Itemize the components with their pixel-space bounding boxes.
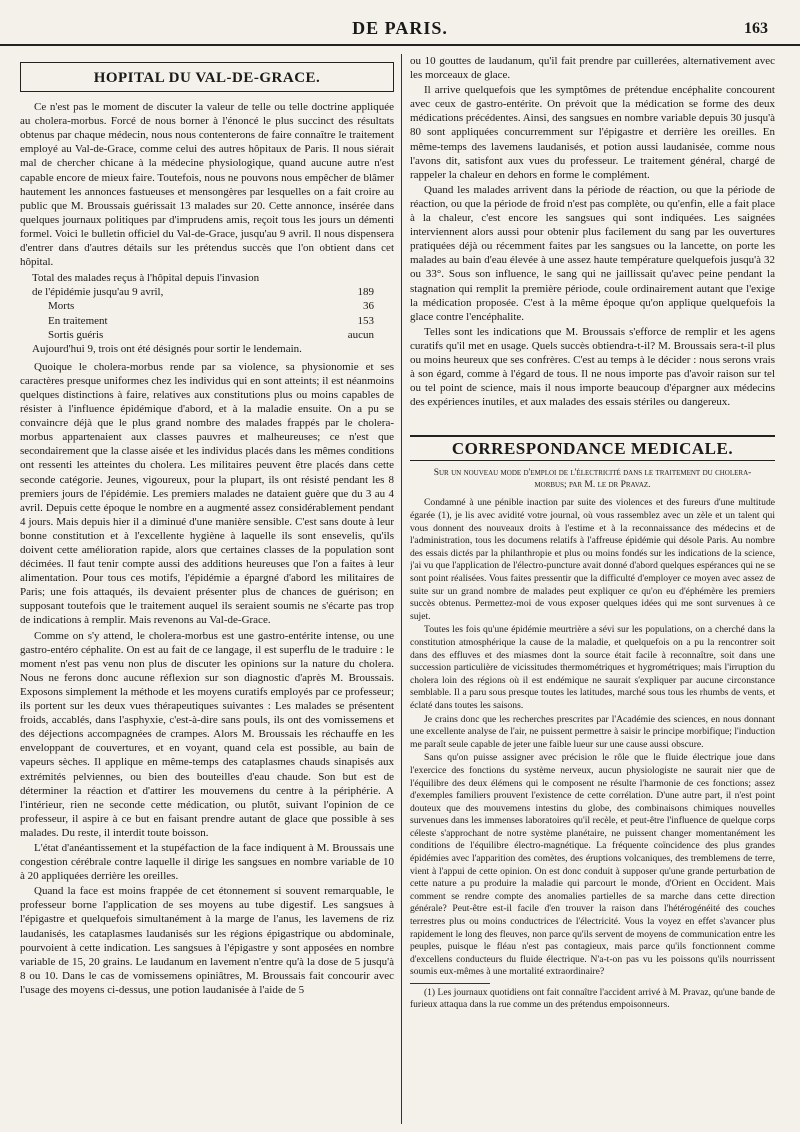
stat-value: aucun xyxy=(347,328,374,341)
stat-row xyxy=(20,271,394,285)
paragraph: L'état d'anéantissement et la stupéfaction de la face indiquent à M. Broussais une congestion cérébrale contre laquelle il dirige les sangsues en nombre variable de 10 à 20 appliquées derrière les oreilles. xyxy=(20,841,394,883)
right-column xyxy=(410,54,775,1129)
stat-label: de l'épidémie jusqu'au 9 avril, xyxy=(32,286,164,299)
paragraph: Quand la face est moins frappée de cet étonnement si souvent remarquable, le professeur borne l'application de ses moyens au tube digestif. Les sangsues à l'épigastre et quelquefois simultanément à la marge de l'anus, les lavemens de riz laudanisés, les cataplasmes laudanisés sur les régions épigastrique ou abdominale, pourvoient à cette indication. Les sangsues à l'épigastre y sont apposées en nombre variable de 15, 20 grains. Le laudanum en lavement n'entre qu'à la dose de 5 jusqu'à 8 ou 10. Dans le cas de vomissemens opiniâtres, M. Broussais fait concourir avec l'usage des moyens ci-dessus, une potion laudanisée à l'aide de 5 xyxy=(20,885,394,996)
paragraph: Je crains donc que les recherches prescrites par l'Académie des sciences, en nous donnant une excellente analyse de l'air, ne puissent permettre à saisir le principe morbifique; l'induction me paraît seule capable de jeter une faible lueur sur une cause aussi obscure. xyxy=(410,713,775,750)
stat-row xyxy=(20,314,394,328)
stat-value: 36 xyxy=(363,300,374,313)
paragraph: Toutes les fois qu'une épidémie meurtrière a sévi sur les populations, on a cherché dans la constitution atmosphérique la cause de la maladie, et quelquefois on a pu la rencontrer soit dans des effluves et des miasmes dont la source était facile à reconnaître, soit dans une succession particulière de vicissitudes thermométriques et hygrométriques; mais l'irruption du cholera loin des régions où il est endémique ne saurait s'expliquer par aucune circonstance semblable. Il a paru sous presque toutes les latitudes, marché sous tous les rhumbs de vents, et éclaté dans toutes les saisons. xyxy=(410,624,775,711)
footnote-rule xyxy=(410,983,490,984)
stat-row xyxy=(20,342,394,356)
paragraph: Condamné à une pénible inaction par suite des violences et des fureurs d'une multitude égarée (1), je lis avec avidité votre journal, où vous rassemblez avec un zèle et un talent qui vous donnent des nouveaux droits à l'estime et à la reconnaissance des médecins et de l'administration, tous les documens relatifs à l'affreuse épidémie qui désole Paris. Au nombre des essais dictés par la philanthropie et plus ou moins fondés sur les indications de la science, j'ai vu que l'application de l'électro-puncture avait donné d'abord quelques espérances qui ne se sont point réalisées. Vous faites pressentir que la difficulté d'employer ce moyen avec assez de suite sur un grand nombre de malades peut expliquer ce qu'on eu d'éphémère les premiers succès obtenus. Permettez-moi de vous exposer quelques idées qui me sont survenues à ce sujet. xyxy=(410,497,775,622)
stat-label: Sortis guéris xyxy=(48,328,104,341)
stat-value: 153 xyxy=(357,314,374,327)
page-number: 163 xyxy=(744,20,768,37)
stat-row xyxy=(20,299,394,313)
left-column xyxy=(20,54,394,1129)
article-subtitle: Sur un nouveau mode d'emploi de l'électricité dans le traitement du cholera-morbus; par M. le dr Pravaz. xyxy=(433,468,752,491)
column-divider xyxy=(401,54,402,1124)
footnote: (1) Les journaux quotidiens ont fait connaître l'accident arrivé à M. Pravaz, qu'une bande de furieux attaqua dans la rue comme un des prétendus empoisonneurs. xyxy=(410,988,775,1010)
paragraph: Quand les malades arrivent dans la période de réaction, ou que la période de réaction, ou que la période de froid n'est pas complète, ou qu'enfin, elle a fait place à la chaleur, c'est encore les sangsues qui sont indiquées. Les saignées interviennent alors aussi pour obtenir plus facilement du sang par les ouvertures pratiquées déjà ou récemment faites par les sangsues ou la lancette, on porte les malades au bain d'eau élevée à une assez haute température quelquefois jusqu'à 32 ou 33°. Sous son influence, le sang qui ne jaillissait qu'avec peine pendant la stagnation qui remplit la première période, coule ordinairement autant que l'exige la médication proposée. C'est à la même époque qu'on applique quelquefois la glace contre l'encéphalite. xyxy=(410,183,775,323)
stat-label: En traitement xyxy=(48,314,108,327)
paragraph: Ce n'est pas le moment de discuter la valeur de telle ou telle doctrine appliquée au cholera-morbus. Forcé de nous borner à l'énoncé le plus succinct des résultats obtenus par chaque médecin, nous nous contenterons de faire connaître le traitement employé au Val-de-Grace, comme celui des autres hôpitaux de Paris. Il nous siérait mal de chercher chicane à la médecine physiologique, quand aucune autre n'est capable encore de mieux faire. Toutefois, nous ne pouvons nous empêcher de blâmer hautement les annonces fastueuses et mensongères par lesquelles on a fait croire au public que M. Broussais guérissait 13 malades sur 20. Cette annonce, insérée dans quelques journaux politiques par d'imprudens amis, reçoit tous les jours un démenti formel. Voici le bulletin officiel du Val-de-Grace, jusqu'au 9 avril. Il nous dispensera d'entrer dans d'autres détails sur les prétendus succès que l'on obtient dans cet hôpital. xyxy=(20,101,394,269)
running-head xyxy=(0,8,800,46)
paragraph: Telles sont les indications que M. Broussais s'efforce de remplir et les agens curatifs qu'il met en usage. Quels succès obtiendra-t-il? M. Broussais sera-t-il plus ou moins heureux que ses confrères. C'est au temps à le décider : nous serons vrais à son égard, comme à l'égard de tous. Il ne nous importe pas d'avoir raison sur tel ou tel point de science, mais il nous importe beaucoup d'épargner aux médecins des expériences inutiles, et aux malades des essais stériles ou dangereux. xyxy=(410,325,775,409)
stat-label: Total des malades reçus à l'hôpital depuis l'invasion xyxy=(32,272,260,285)
correspondance-body xyxy=(410,497,775,979)
paragraph: Quoique le cholera-morbus rende par sa violence, sa physionomie et ses caractères presque uniformes chez les individus qui en sont atteints; il est néanmoins quelques distinctions à faire, relatives aux constitutions plus ou moins capables de résister à l'influence épidémique d'abord, et à la maladie ensuite. On a pu se convaincre déjà que le plus grand nombre des malades frappés par le cholera-morbus appartenaient aux classes pauvres et malheureuses; ce n'est que secondairement que la classe aisée et les individus placés dans les mêmes conditions ont ressenti les atteintes du cholera. Les militaires peuvent être placés dans cette seconde catégorie. Jeunes, vigoureux, pour la plupart, ils ont résisté pendant les 8 premiers jours de l'épidémie. Les premiers malades ne dataient guère que du 3 au 4 avril. Depuis cette époque le nombre en a augmenté assez considérablement pendant 4 jours. Mais depuis hier il a diminué d'une manière sensible. C'est sans doute à leur bonne constitution et à l'excellente hygiène à laquelle ils sont ensevelis, qu'ils doivent cette amélioration rapide, alors que certaines classes de la population sont décimées. Il faut tenir compte aussi des additions heureuses que l'on a faites à leur alimentation. Pour tous ces motifs, l'épidémie a épargné d'abord les militaires de Paris; une fois attaqués, ils devaient présenter plus de chances de guérison; en supposant toutefois que le traitement auquel ils seraient soumis ne s'écarte pas trop de indications à remplir. Mais revenons au Val-de-Grace. xyxy=(20,360,394,627)
paragraph: Il arrive quelquefois que les symptômes de prétendue encéphalite concourent avec ceux de gastro-entérite. On prévoit que la médication se forme des deux médications précédentes. Ainsi, des sangsues en nombre variable depuis 30 jusqu'à 80 sont appliquées concurremment sur l'épigastre et derrière les oreilles. En même-temps des lavemens laudanisés, et potion aussi laudanisée, comme nous l'avons dit, satisfont aux vues du professeur. Le traitement général, chargé de rappeler la chaleur en dehors en forme le complément. xyxy=(410,84,775,181)
section-heading-val-de-grace: HOPITAL DU VAL-DE-GRACE. xyxy=(20,62,394,92)
stat-row xyxy=(20,328,394,342)
stat-row xyxy=(20,285,394,299)
hospital-bulletin xyxy=(20,271,394,356)
paragraph: Sans qu'on puisse assigner avec précision le rôle que le fluide électrique joue dans l'exercice des fonctions du système nerveux, aucun physiologiste ne saurait nier que de l'équilibre des deux élémens qui le composent ne résulte l'harmonie de ces fonctions; assez d'exemples familiers prouvent l'existence de cette corrélation. D'une autre part, il n'est point douteux que des mouvemens intestins du globe, des combinaisons chimiques nouvelles survenues dans les immenses laboratoires qu'il recèle, et peut-être l'influence de quelque corps céleste s'approchant de notre système planétaire, ne puissent changer momentanément les conditions de l'équilibre électro-magnétique. La fréquente coïncidence des plus grandes épidémies avec l'apparition des comètes, des éruptions volcaniques, des tremblemens de terre, vient à l'appui de cette opinion. On est donc conduit à supposer qu'une grande perturbation de cette nature a pu produire la maladie qui parcourt le monde, d'Orient en Occident. Mais comment se rendre compte des anomalies partielles de sa marche dans cette direction générale? Peut-être est-il facile d'en trouver la raison dans l'hétérogénéité des couches terrestres plus ou moins conductrices de l'électricité. Vous la voyez en effet s'avancer plus rapidement le long des fleuves, non parce qu'ils servent de moyens de communication entre les peuples, puisque le fléau n'est pas contagieux, mais parce qu'ils fonctionnent comme d'excellens conducteurs du fluide électrique. N'a-t-on pas vu les poissons qu'ils nourrissent soumis eux-mêmes à une mortalité extraordinaire? xyxy=(410,752,775,978)
stat-value: 189 xyxy=(357,286,374,299)
section-heading-correspondance: CORRESPONDANCE MEDICALE. xyxy=(410,435,775,461)
paragraph: Comme on s'y attend, le cholera-morbus est une gastro-entérite intense, ou une gastro-entéro céphalite. On est au fait de ce langage, il est superflu de le traduire : le moment n'est pas venu non plus de discuter les opinions sur la nature du cholera. Nous ne ferons donc aucune réflexion sur son diagnostic d'après M. Broussais. Exposons simplement la méthode et les moyens curatifs employés par ce professeur; ils portent sur les deux vues thérapeutiques suivantes : Les malades se présentent froids, accablés, dans l'asphyxie, c'est-à-dire sans pouls, ils ont des vomissemens et des déjections accompagnées de crampes. Alors M. Broussais les réchauffe en les enveloppant de couvertures, et en voyant, quand cela est possible, au bain de vapeurs sèches. Il applique en même-temps des cataplasmes chauds sinapisés aux extrémités pelviennes, ou bien des bouteilles d'eau chaude. Son but est de déterminer la réaction et d'attirer les mouvemens du centre à la périphérie. A l'intérieur, rien ne seconde cette médication, ou plutôt, suivant l'opinion de ce professeur, il aspire à ce but en faisant prendre autant de glace que possible à ses malades. Du reste, il interdit toute boisson. xyxy=(20,629,394,839)
paragraph: ou 10 gouttes de laudanum, qu'il fait prendre par cuillerées, alternativement avec les morceaux de glace. xyxy=(410,55,775,82)
stat-label: Aujourd'hui 9, trois ont été désignés pour sortir le lendemain. xyxy=(32,342,302,355)
running-title: DE PARIS. xyxy=(352,18,448,38)
stat-label: Morts xyxy=(48,300,75,313)
